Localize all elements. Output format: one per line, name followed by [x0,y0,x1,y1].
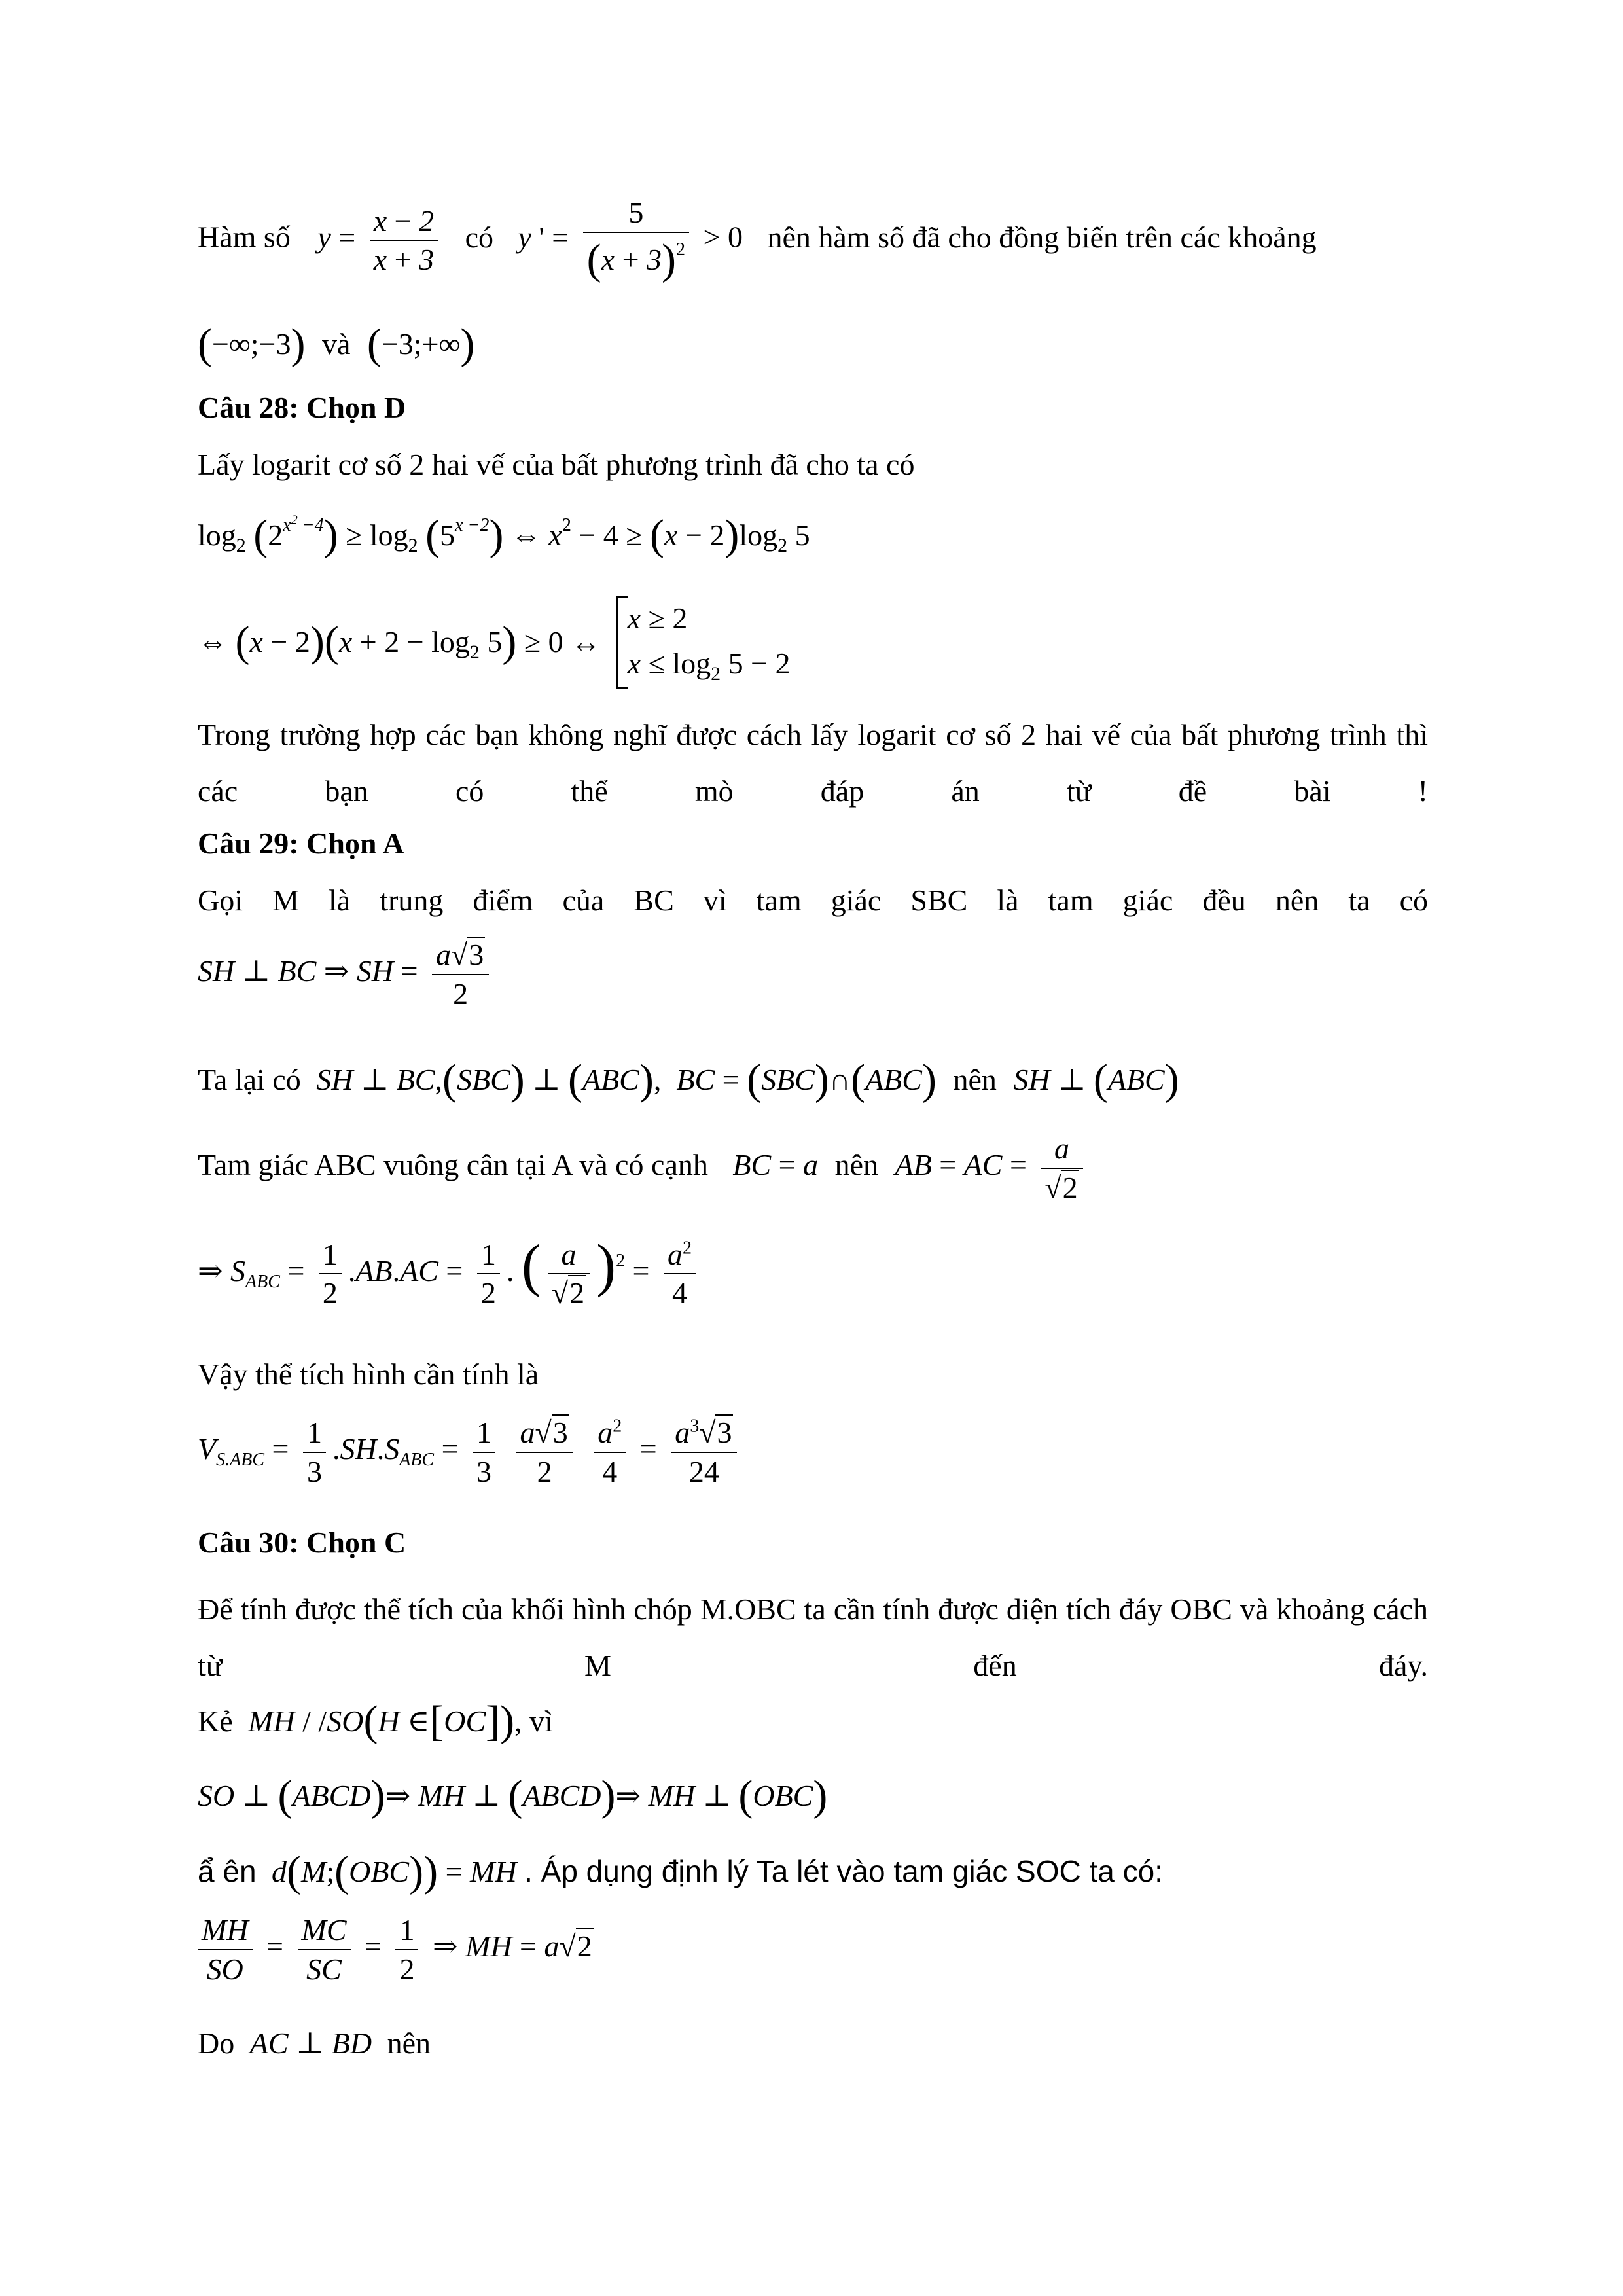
paragraph-q30-distance: ẩ ên d(M;(OBC)) = MH . Áp dụng định lý Ta lét vào tam giác SOC ta có: [198,1848,1163,1895]
text-va: và [321,327,351,361]
text-nen: nên [953,1063,997,1096]
paragraph-q29-talaico: Ta lại có SH ⊥ BC,(SBC) ⊥ (ABC), BC = (SBC)∩(ABC) nên SH ⊥ (ABC) [198,1056,1179,1103]
fraction-ab: $\frac{a}{√2}$ [1041,1130,1082,1206]
formula-q28-step2: ⇔ $(x - 2)(x + 2 - \log_2 5) \ge 0$ ↔ x ≥ 2 $x \le \log_2 5 - 2$ [198,596,1428,689]
paragraph-q30-do: Do AC ⊥ BD nên [198,2026,431,2060]
formula-yprime: y ' = [518,220,569,254]
text-co: có [465,220,493,254]
paragraph-q30-ke: Kẻ MH / /SO(H ∈[OC]), vì [198,1697,553,1745]
formula-q29-volume: $V_{S.ABC}$ = $\frac{1}{3}$ $.SH.S_{ABC}$ = $\frac{1}{3}$ $\frac{a√3}{2}$ $\frac{a^2}{4}$ = $\frac{a^3√3}{24}$ [198,1414,1428,1490]
formula-interval-1: −∞;−3 [211,327,291,361]
text-q28-intro: Lấy logarit cơ số 2 hai vế của bất phương trình đã cho ta có [198,448,915,481]
text-apdung: . Áp dụng định lý Ta lét vào tam giác SOC ta có: [524,1854,1163,1888]
formula-interval-2: −3;+∞ [381,327,461,361]
text-q30-intro: Để tính được thể tích của khối hình chóp M.OBC ta cần tính được diện tích đáy OBC và khoảng cách từ M đến đáy. [198,1592,1428,1682]
formula-q30-ratio: $\frac{MH}{SO}$ = $\frac{MC}{SC}$ = $\frac{1}{2}$ ⇒ MH = a√2 [198,1911,1428,1988]
paragraph-intervals: (−∞;−3) và (−3;+∞) [198,320,475,368]
heading-cau-28: Câu 28: Chọn D [198,391,406,424]
formula-q30-perp: SO ⊥ (ABCD)⇒ MH ⊥ (ABCD)⇒ MH ⊥ (OBC) [198,1772,828,1820]
text-nen-3: nên [387,2026,431,2060]
heading-cau-30: Câu 30: Chọn C [198,1526,406,1559]
text-nen-2: nên [834,1148,879,1182]
fraction-derivative: $\frac{5}{(x + 3)^2}$ [583,194,689,287]
text-talaico: Ta lại có [198,1063,301,1096]
formula-q28-step1: $\log_2 (2^{x^2 -4}) \ge \log_2 (5^{x -2})$ ⇔ $x^2 - 4 \ge (x - 2)\log_2$ 5 [198,511,810,559]
text-q29-intro: Gọi M là trung điểm của BC vì tam giác SBC là tam giác đều nên ta có [198,884,1428,917]
paragraph-monotonic [198,194,1428,287]
text-q28-remark: Trong trường hợp các bạn không nghĩ được cách lấy logarit cơ số 2 hai vế của bất phương trình thì các bạn có thể mò đáp án từ đề bài ! [198,718,1428,808]
formula-q29-sh: SH ⊥ BC ⇒ SH = $\frac{a√3}{2}$ [198,936,1428,1013]
text-vi: , vì [514,1704,553,1738]
heading-cau-29: Câu 29: Chọn A [198,827,404,860]
text-hamso: Hàm số [198,220,291,254]
text-do: Do [198,2026,235,2060]
formula-q29-area: ⇒ $S_{ABC}$ = $\frac{1}{2}$ .AB.AC = $\frac{1}{2}$ . ( $\frac{a}{√2}$ )$^2$ = $\frac{a^2}{4}$ [198,1230,1428,1312]
formula-q28-cases: x ≥ 2 $x \le \log_2 5 - 2$ [616,596,791,689]
fraction-sh: $\frac{a√3}{2}$ [432,936,489,1013]
text-ke: Kẻ [198,1704,233,1738]
formula-gt-zero: > 0 [703,220,743,254]
text-tamgiac: Tam giác ABC vuông cân tại A và có cạnh [198,1148,708,1182]
text-q29-vay: Vậy thể tích hình cần tính là [198,1357,539,1391]
text-aen: ẩ ên [198,1854,257,1888]
paragraph-q29-tamgiac: Tam giác ABC vuông cân tại A và có cạnh BC = a nên AB = AC = $\frac{a}{√2}$ [198,1130,1428,1206]
formula-y: y = [317,220,356,254]
fraction-y: $\frac{x - 2}{x + 3}$ [370,202,438,279]
text-hamso-rest: nên hàm số đã cho đồng biến trên các khoảng [767,220,1317,254]
